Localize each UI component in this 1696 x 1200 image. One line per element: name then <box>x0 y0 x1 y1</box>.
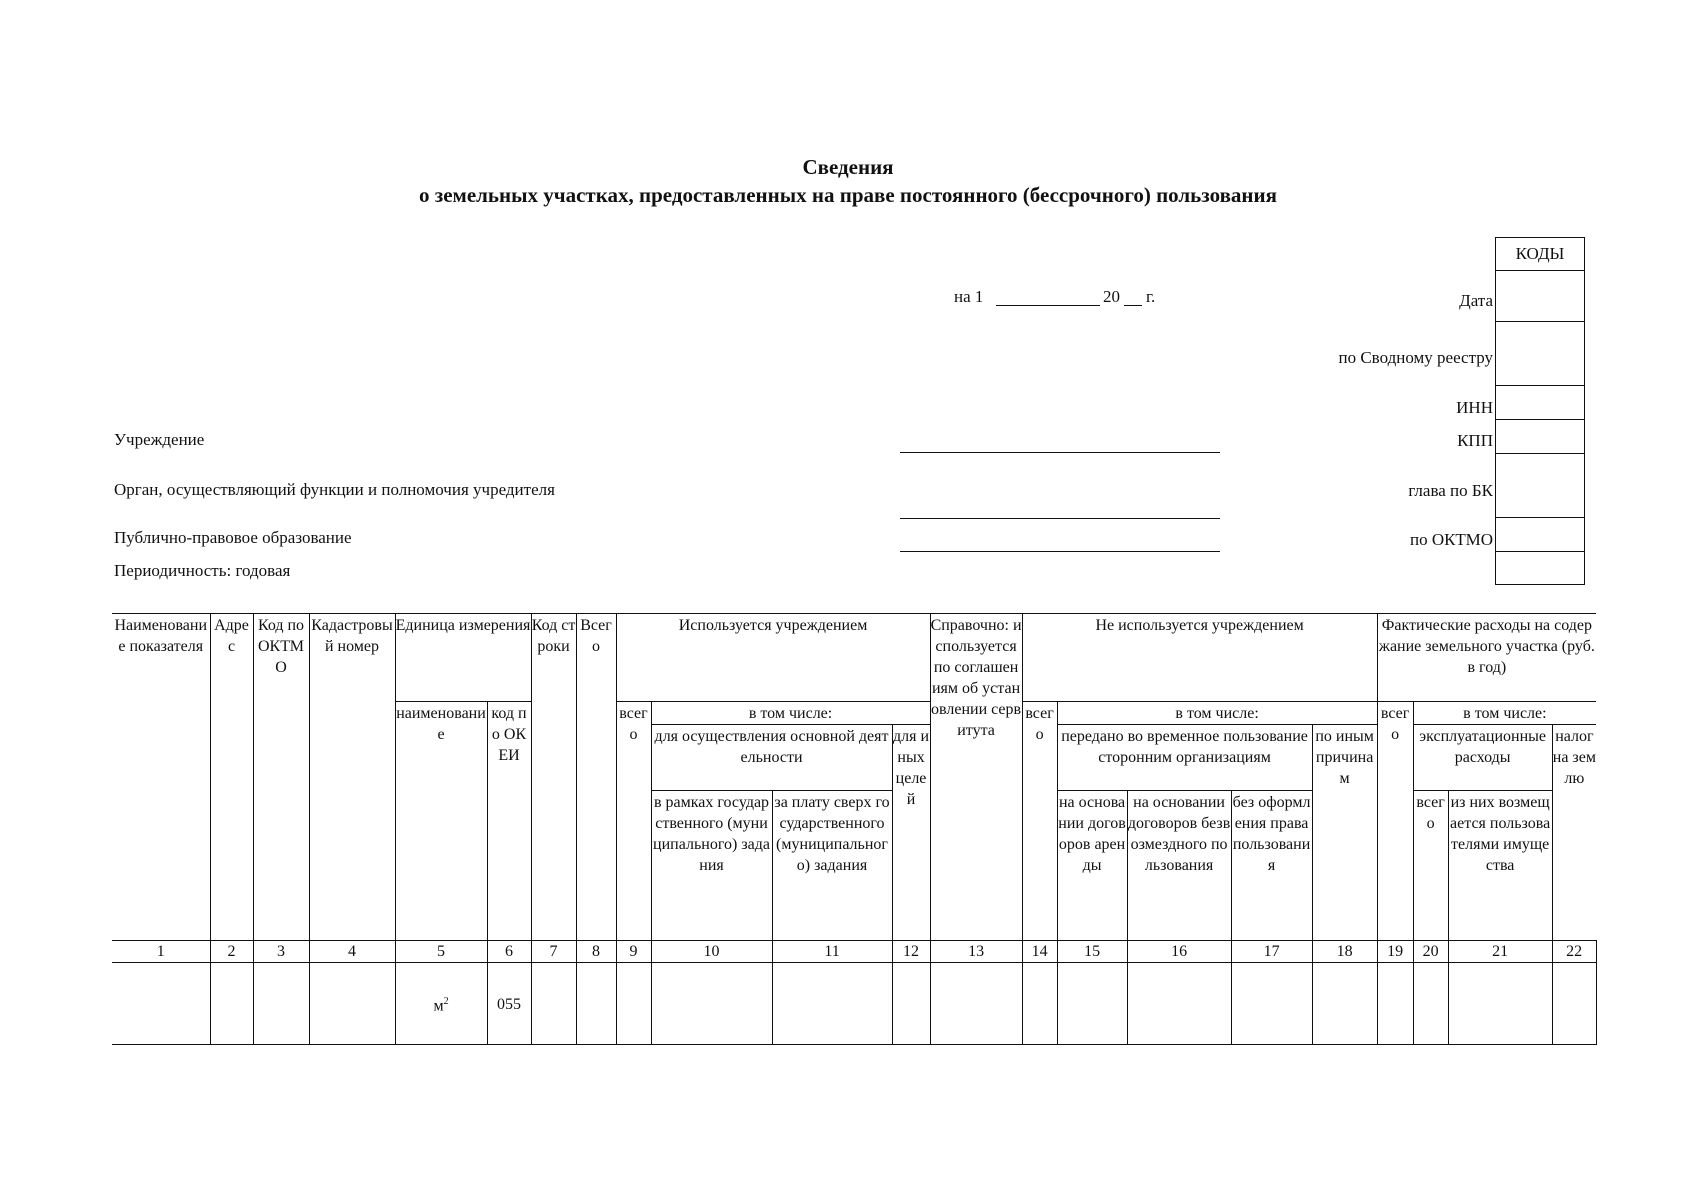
col-num: 13 <box>930 941 1022 963</box>
year-prefix: 20 <box>1103 287 1120 306</box>
cell-unit-code: 055 <box>487 963 531 1045</box>
cell-20[interactable] <box>1413 963 1448 1045</box>
cell-name[interactable] <box>112 963 210 1045</box>
cell-10[interactable] <box>651 963 772 1045</box>
col-land-tax: налог на землю <box>1552 725 1596 941</box>
code-cell-bk[interactable] <box>1495 454 1585 518</box>
col-num: 4 <box>309 941 395 963</box>
col-num: 1 <box>112 941 210 963</box>
col-oktmo: Код по ОКТМО <box>253 614 309 941</box>
code-cell-registry[interactable] <box>1495 322 1585 386</box>
label-kpp: КПП <box>1457 431 1493 450</box>
col-other-reasons: по иным причинам <box>1312 725 1377 941</box>
col-over-task: за плату сверх государственного (муниципального) задания <box>772 791 892 941</box>
col-state-task: в рамках государственного (муниципального) задания <box>651 791 772 941</box>
col-num: 10 <box>651 941 772 963</box>
cell-16[interactable] <box>1127 963 1231 1045</box>
col-unit-name: наименование <box>395 702 487 941</box>
col-num: 16 <box>1127 941 1231 963</box>
col-servitude: Справочно: используется по соглашениям об установлении сервитута <box>930 614 1022 941</box>
label-registry: по Сводному реестру <box>1338 348 1493 367</box>
col-nu-total: всего <box>1022 702 1057 941</box>
col-main-activity: для осуществления основной деятельности <box>651 725 892 791</box>
col-temp-use: передано во временное пользование сторонним организациям <box>1057 725 1312 791</box>
col-lease: на основании договоров аренды <box>1057 791 1127 941</box>
col-num: 11 <box>772 941 892 963</box>
cell-18[interactable] <box>1312 963 1377 1045</box>
col-row-code: Код строки <box>531 614 576 941</box>
col-num: 5 <box>395 941 487 963</box>
col-total: Всего <box>576 614 616 941</box>
col-unit-code: код по ОКЕИ <box>487 702 531 941</box>
cell-address[interactable] <box>210 963 253 1045</box>
cell-13[interactable] <box>930 963 1022 1045</box>
label-bk: глава по БК <box>1408 481 1493 500</box>
institution-label: Учреждение <box>114 430 205 449</box>
codes-header: КОДЫ <box>1495 237 1585 271</box>
col-num: 8 <box>576 941 616 963</box>
code-cell-inn[interactable] <box>1495 386 1585 420</box>
periodicity-label: Периодичность: годовая <box>114 561 291 580</box>
col-address: Адрес <box>210 614 253 941</box>
col-expenses: Фактические расходы на содержание земельного участка (руб. в год) <box>1377 614 1596 702</box>
col-unit: Единица измерения <box>395 614 531 702</box>
label-inn: ИНН <box>1456 398 1493 417</box>
col-used-incl: в том числе: <box>651 702 930 725</box>
codes-box <box>1495 237 1585 585</box>
col-free-use: на основании договоров безвозмездного пользования <box>1127 791 1231 941</box>
cell-14[interactable] <box>1022 963 1057 1045</box>
col-num: 6 <box>487 941 531 963</box>
year-blank[interactable] <box>1124 305 1142 306</box>
col-operating: эксплуатационные расходы <box>1413 725 1552 791</box>
founder-field[interactable] <box>900 518 1220 519</box>
col-num: 7 <box>531 941 576 963</box>
col-num: 14 <box>1022 941 1057 963</box>
col-num: 18 <box>1312 941 1377 963</box>
unit-superscript: 2 <box>443 996 449 1008</box>
unit-text: м <box>433 997 444 1015</box>
date-blank[interactable] <box>996 305 1100 306</box>
cell-17[interactable] <box>1231 963 1312 1045</box>
col-num: 17 <box>1231 941 1312 963</box>
col-num: 9 <box>616 941 651 963</box>
label-date: Дата <box>1459 291 1493 310</box>
cell-oktmo[interactable] <box>253 963 309 1045</box>
public-entity-field[interactable] <box>900 551 1220 552</box>
col-num: 22 <box>1552 941 1596 963</box>
col-reimbursed: из них возмещается пользователями имущества <box>1448 791 1552 941</box>
code-cell-kpp[interactable] <box>1495 420 1585 454</box>
label-oktmo: по ОКТМО <box>1409 530 1493 549</box>
col-cadastral: Кадастровый номер <box>309 614 395 941</box>
col-num: 20 <box>1413 941 1448 963</box>
date-prefix: на 1 <box>954 287 984 306</box>
col-num: 3 <box>253 941 309 963</box>
col-used-total: всего <box>616 702 651 941</box>
land-plots-table <box>112 613 1597 1045</box>
col-no-doc: без оформления права пользования <box>1231 791 1312 941</box>
col-num: 19 <box>1377 941 1413 963</box>
document-title: Сведения <box>802 155 894 179</box>
cell-9[interactable] <box>616 963 651 1045</box>
year-suffix: г. <box>1146 287 1156 306</box>
public-entity-label: Публично-правовое образование <box>114 528 352 547</box>
col-nu-incl: в том числе: <box>1057 702 1377 725</box>
col-indicator-name: Наименование показателя <box>112 614 210 941</box>
table-row <box>112 963 1596 1045</box>
cell-row-code[interactable] <box>531 963 576 1045</box>
code-cell-date[interactable] <box>1495 271 1585 322</box>
col-exp-total: всего <box>1377 702 1413 941</box>
col-op-total: всего <box>1413 791 1448 941</box>
col-exp-incl: в том числе: <box>1413 702 1596 725</box>
cell-22[interactable] <box>1552 963 1596 1045</box>
col-num: 15 <box>1057 941 1127 963</box>
cell-21[interactable] <box>1448 963 1552 1045</box>
cell-15[interactable] <box>1057 963 1127 1045</box>
cell-unit-name <box>395 963 487 1045</box>
cell-total[interactable] <box>576 963 616 1045</box>
cell-19[interactable] <box>1377 963 1413 1045</box>
col-not-used: Не используется учреждением <box>1022 614 1377 702</box>
column-numbers-row <box>112 941 1596 963</box>
col-used: Используется учреждением <box>616 614 930 702</box>
document-subtitle: о земельных участках, предоставленных на праве постоянного (бессрочного) пользования <box>419 183 1277 207</box>
cell-11[interactable] <box>772 963 892 1045</box>
cell-12[interactable] <box>892 963 930 1045</box>
col-other-purposes: для иных целей <box>892 725 930 941</box>
col-num: 12 <box>892 941 930 963</box>
cell-cadastral[interactable] <box>309 963 395 1045</box>
code-cell-periodicity[interactable] <box>1495 552 1585 585</box>
col-num: 21 <box>1448 941 1552 963</box>
institution-field[interactable] <box>900 452 1220 453</box>
code-cell-oktmo[interactable] <box>1495 518 1585 552</box>
col-num: 2 <box>210 941 253 963</box>
founder-label: Орган, осуществляющий функции и полномочия учредителя <box>114 480 555 499</box>
